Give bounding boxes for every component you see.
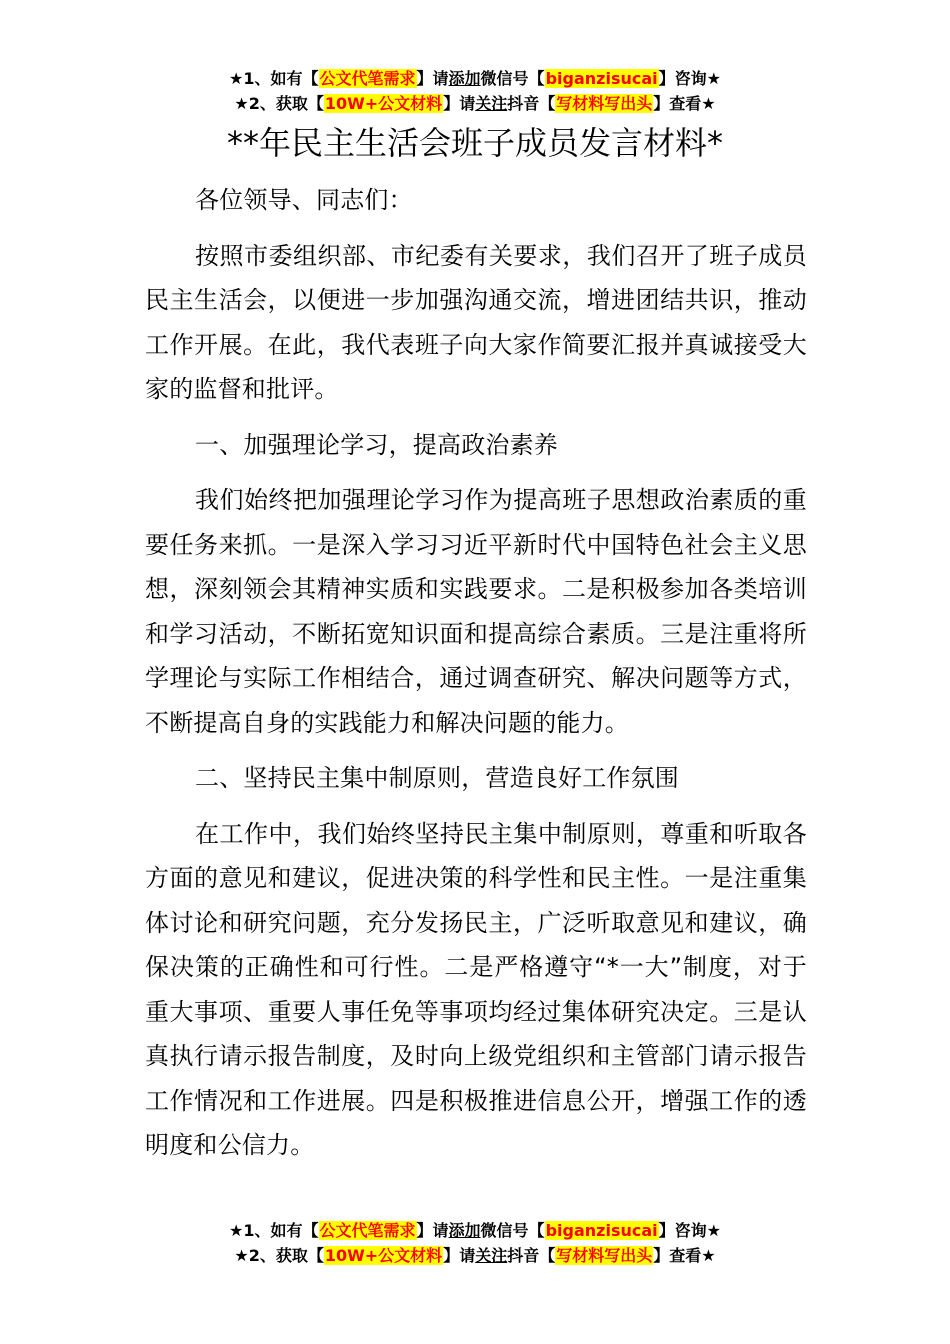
document-body: [145, 178, 807, 1179]
banner-underline: 关注: [475, 1246, 508, 1265]
banner-highlight: 公文代笔需求: [319, 69, 416, 88]
paragraph-section-2: 在工作中，我们始终坚持民主集中制原则，尊重和听取各方面的意见和建议，促进决策的科学性和民主性。一是注重集体讨论和研究问题，充分发扬民主，广泛听取意见和建议，确保决策的正确性和可行性。二是严格遵守“*一大”制度，对于重大事项、重要人事任免等事项均经过集体研究决定。三是认真执行请示报告制度，及时向上级党组织和主管部门请示报告工作情况和工作进展。四是积极推进信息公开，增强工作的透明度和公信力。: [145, 819, 807, 1159]
paragraph-intro: 按照市委组织部、市纪委有关要求，我们召开了班子成员民主生活会，以便进一步加强沟通交流，增进团结共识，推动工作开展。在此，我代表班子向大家作简要汇报并真诚接受大家的监督和批评。: [145, 241, 807, 403]
top-banner-line-1: [0, 68, 950, 90]
banner-highlight: 公文代笔需求: [319, 1221, 416, 1240]
top-banner-line-2: [0, 93, 950, 115]
section-heading-2: 二、坚持民主集中制原则，营造良好工作氛围: [195, 764, 679, 792]
banner-text: 】咨询★: [658, 69, 721, 88]
banner-text: 】请: [443, 1246, 476, 1265]
document-title: **年民主生活会班子成员发言材料*: [226, 124, 723, 162]
banner-highlight: 10W+公文材料: [324, 94, 443, 113]
banner-text: 】查看★: [653, 1246, 716, 1265]
banner-text: 抖音【: [507, 94, 556, 113]
bottom-banner-line-2: [0, 1245, 950, 1267]
banner-text: 微信号【: [480, 1221, 545, 1240]
banner-underline: 关注: [475, 94, 508, 113]
banner-text: ★1、如有【: [229, 69, 319, 88]
banner-highlight: 写材料写出头: [556, 94, 653, 113]
banner-text: ★1、如有【: [229, 1221, 319, 1240]
banner-text: 】查看★: [653, 94, 716, 113]
banner-text: 】咨询★: [658, 1221, 721, 1240]
banner-text: ★2、获取【: [234, 1246, 324, 1265]
banner-text: 抖音【: [507, 1246, 556, 1265]
banner-text: 微信号【: [480, 69, 545, 88]
banner-highlight: 写材料写出头: [556, 1246, 653, 1265]
paragraph-section-1: 我们始终把加强理论学习作为提高班子思想政治素质的重要任务来抓。一是深入学习习近平新时代中国特色社会主义思想，深刻领会其精神实质和实践要求。二是积极参加各类培训和学习活动，不断拓宽知识面和提高综合素质。三是注重将所学理论与实际工作相结合，通过调查研究、解决问题等方式，不断提高自身的实践能力和解决问题的能力。: [145, 486, 807, 737]
banner-text: ★2、获取【: [234, 94, 324, 113]
banner-underline: 添加: [448, 1221, 481, 1240]
banner-text: 】请: [416, 69, 449, 88]
banner-text: 】请: [416, 1221, 449, 1240]
banner-highlight: biganzisucai: [545, 1221, 658, 1240]
banner-underline: 添加: [448, 69, 481, 88]
bottom-banner-line-1: [0, 1220, 950, 1242]
banner-highlight: 10W+公文材料: [324, 1246, 443, 1265]
section-heading-1: 一、加强理论学习，提高政治素养: [195, 430, 558, 459]
banner-text: 】请: [443, 94, 476, 113]
salutation: 各位领导、同志们：: [195, 186, 413, 214]
banner-highlight: biganzisucai: [545, 69, 658, 88]
